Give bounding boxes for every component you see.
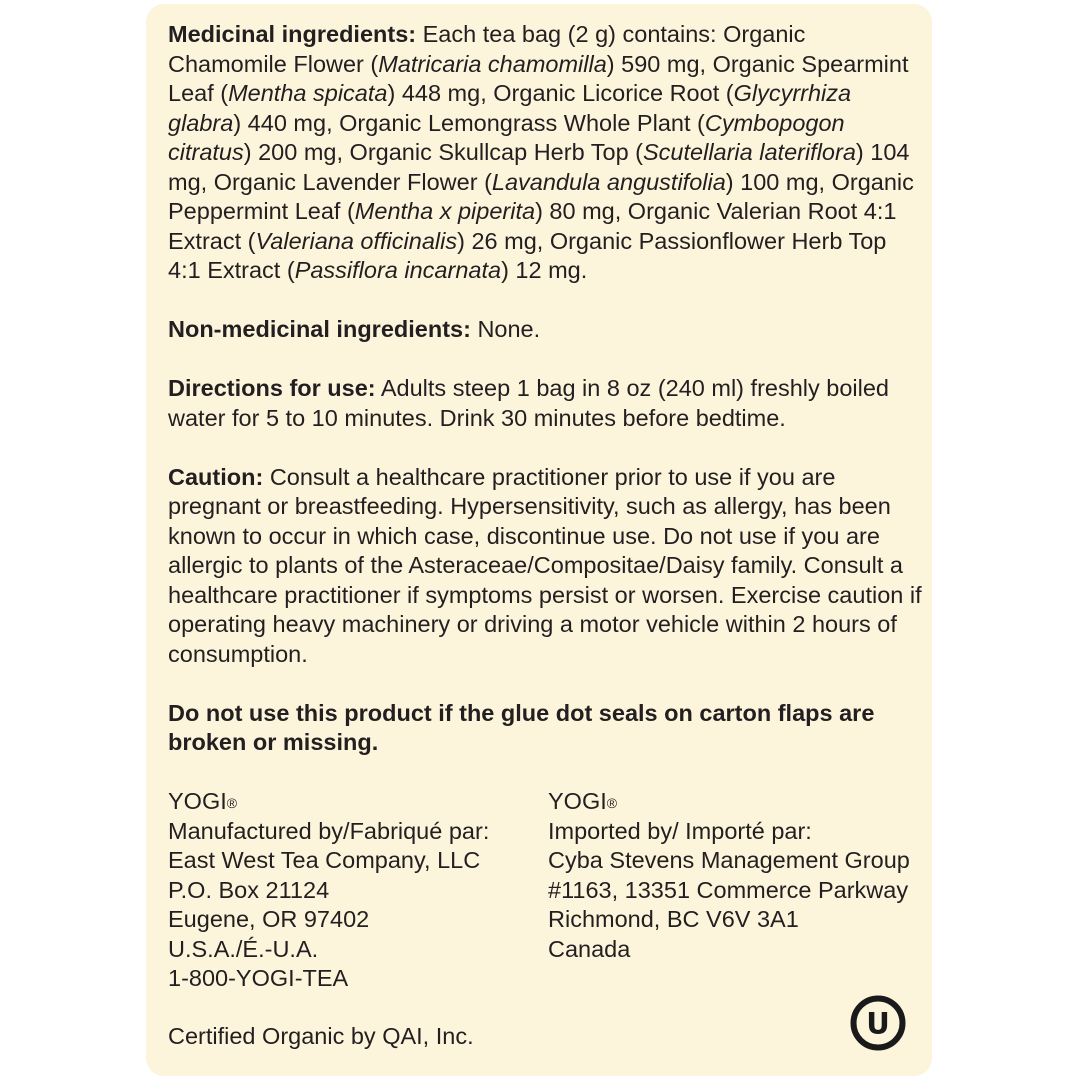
botanical-name: Matricaria chamomilla	[378, 50, 607, 77]
medicinal-text	[168, 21, 914, 283]
registered-mark: ®	[226, 795, 238, 811]
importer-line: #1163, 13351 Commerce Parkway	[548, 876, 909, 903]
non-medicinal-text: None.	[470, 316, 541, 342]
manufacturer-line: P.O. Box 21124	[168, 876, 330, 903]
caution-label: Caution:	[168, 463, 264, 490]
ingredient-text: ) 80 mg, Organic Valerian Root 4:1 Extract (	[168, 198, 897, 254]
manufacturer-column	[168, 787, 489, 994]
non-medicinal-ingredients	[168, 315, 924, 345]
address-block	[168, 787, 924, 1017]
manufacturer-line: East West Tea Company, LLC	[168, 847, 481, 873]
botanical-name: Scutellaria lateriflora	[643, 139, 856, 165]
organic-certification: Certified Organic by QAI, Inc.	[168, 1023, 474, 1049]
directions-label: Directions for use:	[168, 375, 376, 401]
ingredient-text: ) 104 mg, Organic Lavender Flower (	[168, 139, 910, 195]
seal-warning	[168, 699, 924, 758]
ou-letter: U	[866, 1006, 890, 1041]
directions-text: Adults steep 1 bag in 8 oz (240 ml) freshly boiled water for 5 to 10 minutes. Drink 30 minutes before bedtime.	[168, 375, 889, 431]
ingredient-text: ) 440 mg, Organic Lemongrass Whole Plant (	[233, 109, 705, 136]
label-content	[168, 20, 924, 1017]
ingredient-text: Each tea bag (2 g) contains: Organic Chamomile Flower (	[168, 21, 806, 77]
importer-line: Imported by/ Importé par:	[548, 817, 812, 844]
ingredient-text: ) 590 mg, Organic Spearmint Leaf (	[168, 50, 909, 106]
registered-mark: ®	[606, 795, 618, 811]
manufacturer-brand: YOGI®	[168, 788, 238, 814]
ingredient-text: ) 12 mg.	[501, 257, 588, 283]
ingredient-text: ) 100 mg, Organic Peppermint Leaf (	[168, 168, 914, 224]
caution	[168, 463, 924, 670]
manufacturer-line: U.S.A./É.-U.A.	[168, 935, 319, 962]
importer-line: Cyba Stevens Management Group	[548, 847, 910, 873]
importer-brand: YOGI®	[548, 788, 618, 814]
seal-warning-text: Do not use this product if the glue dot seals on carton flaps are broken or missing.	[168, 699, 875, 755]
ou-kosher-icon	[850, 995, 906, 1051]
manufacturer-line: Eugene, OR 97402	[168, 906, 370, 932]
medicinal-label: Medicinal ingredients:	[168, 21, 417, 47]
botanical-name: Cymbopogon citratus	[168, 109, 845, 165]
botanical-name: Lavandula angustifolia	[491, 168, 726, 195]
botanical-name: Passiflora incarnata	[294, 257, 502, 283]
caution-text: Consult a healthcare practitioner prior to use if you are pregnant or breastfeeding. Hypersensitivity, such as allergy, has been known to occur in which case, discontinue use. Do not use if you are allergic to plants of the Asteraceae/Compositae/Daisy family. Consult a healthcare practitioner if symptoms persist or worsen. Exercise caution if operating heavy machinery or driving a motor vehicle within 2 hours of consumption.	[168, 463, 922, 667]
botanical-name: Mentha x piperita	[354, 198, 536, 224]
medicinal-ingredients	[168, 20, 924, 286]
manufacturer-line: Manufactured by/Fabriqué par:	[168, 817, 490, 844]
ingredient-text: ) 448 mg, Organic Licorice Root (	[387, 80, 734, 106]
importer-column	[548, 787, 910, 964]
importer-line: Canada	[548, 935, 631, 962]
manufacturer-line: 1-800-YOGI-TEA	[168, 965, 349, 991]
non-medicinal-label: Non-medicinal ingredients:	[168, 316, 471, 342]
importer-line: Richmond, BC V6V 3A1	[548, 906, 799, 932]
botanical-name: Valeriana officinalis	[255, 227, 458, 254]
ingredient-text: ) 200 mg, Organic Skullcap Herb Top (	[243, 139, 643, 165]
botanical-name: Mentha spicata	[228, 80, 388, 106]
ingredient-text: ) 26 mg, Organic Passionflower Herb Top 4:1 Extract (	[168, 227, 887, 283]
botanical-name: Glycyrrhiza glabra	[168, 80, 852, 136]
directions	[168, 374, 924, 433]
